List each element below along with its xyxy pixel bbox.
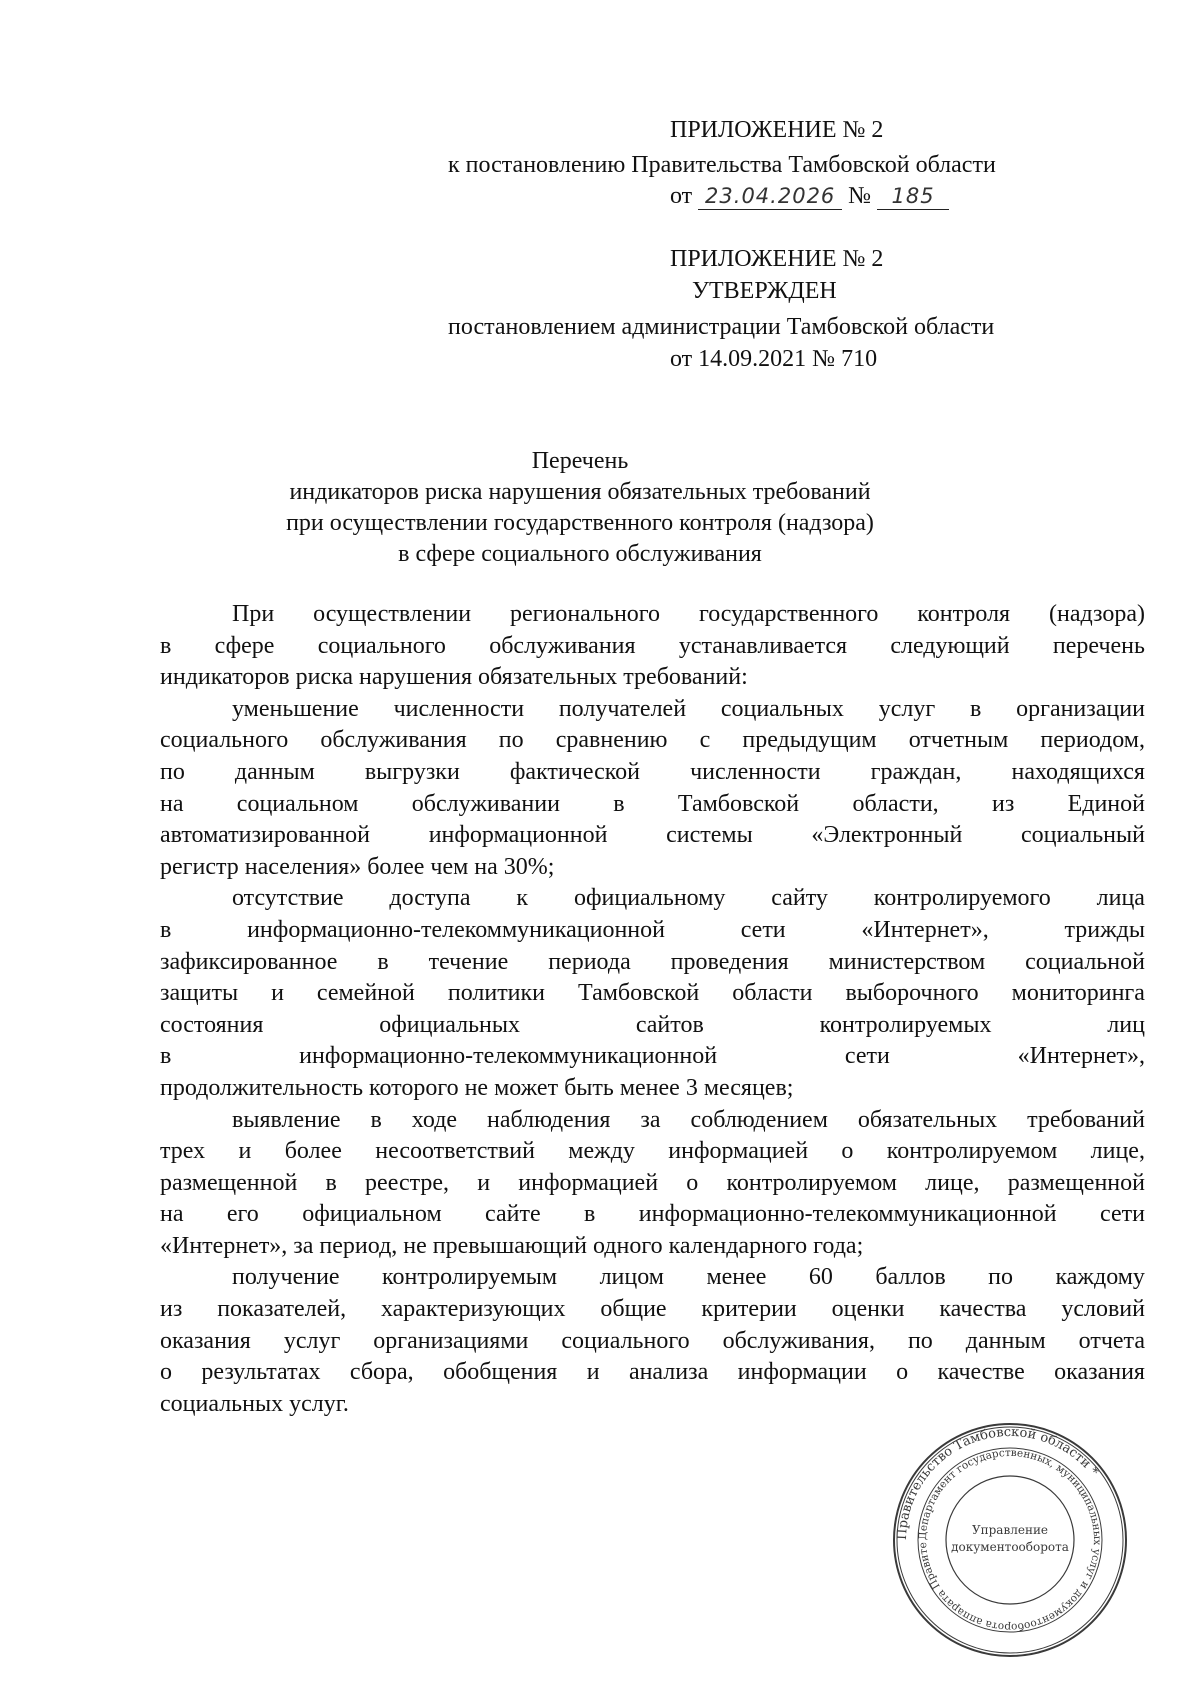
document-body (160, 599, 1145, 1420)
body-line: защиты и семейной политики Тамбовской области выборочного мониторинга (160, 980, 1145, 1007)
body-line: в информационно-телекоммуникационной сети «Интернет», (160, 1043, 1145, 1070)
title-line: в сфере социального обслуживания (398, 541, 762, 567)
seal-graphic (890, 1420, 1130, 1660)
number-sign: № (848, 183, 872, 209)
body-line: индикаторов риска нарушения обязательных требований: (160, 664, 748, 691)
body-line: на социальном обслуживании в Тамбовской области, из Единой (160, 790, 1145, 817)
body-line: уменьшение численности получателей социальных услуг в организации (232, 695, 1145, 722)
resolution-date-line (670, 181, 949, 211)
body-line: по данным выгрузки фактической численности граждан, находящихся (160, 758, 1145, 785)
body-line: При осуществлении регионального государственного контроля (надзора) (232, 601, 1145, 627)
body-line: «Интернет», за период, не превышающий одного календарного года; (160, 1232, 864, 1259)
body-line: получение контролируемым лицом менее 60 баллов по каждому (232, 1264, 1145, 1291)
handwritten-date: 23.04.2026 (698, 183, 842, 210)
seal-middle-text: Департамент государственных, муниципальных услуг и документооборота аппарата Правите (916, 1446, 1104, 1634)
title-line: индикаторов риска нарушения обязательных требований (289, 479, 871, 505)
official-seal (890, 1420, 1130, 1660)
body-line: регистр населения» более чем на 30%; (160, 853, 555, 880)
body-line: социальных услуг. (160, 1390, 349, 1417)
body-line: продолжительность которого не может быть менее 3 месяцев; (160, 1074, 794, 1101)
body-line: оказания услуг организациями социального обслуживания, по данным отчета (160, 1327, 1145, 1354)
body-line: в сфере социального обслуживания устанавливается следующий перечень (160, 632, 1145, 659)
body-line: социального обслуживания по сравнению с предыдущим отчетным периодом, (160, 727, 1145, 754)
body-line: из показателей, характеризующих общие критерии оценки качества условий (160, 1296, 1145, 1323)
document-title (170, 446, 990, 570)
body-line: на его официальном сайте в информационно-телекоммуникационной сети (160, 1201, 1145, 1228)
original-resolution-date: от 14.09.2021 № 710 (670, 346, 878, 372)
approved-heading: УТВЕРЖДЕН (692, 278, 837, 304)
date-prefix: от (670, 183, 693, 209)
body-line: размещенной в реестре, и информацией о контролируемом лице, размещенной (160, 1169, 1145, 1196)
body-line: отсутствие доступа к официальному сайту контролируемого лица (232, 885, 1145, 912)
body-line: о результатах сбора, обобщения и анализа информации о качестве оказания (160, 1359, 1145, 1386)
title-line: при осуществлении государственного контроля (надзора) (286, 510, 874, 536)
seal-outer-text: Правительство Тамбовской области * (894, 1424, 1102, 1541)
body-line: трех и более несоответствий между информацией о контролируемом лице, (160, 1138, 1145, 1165)
body-line: состояния официальных сайтов контролируемых лиц (160, 1011, 1145, 1038)
appendix-heading: ПРИЛОЖЕНИЕ № 2 (670, 117, 884, 143)
seal-center-line-2: документооборота (951, 1540, 1069, 1554)
title-line: Перечень (531, 448, 629, 474)
body-line: зафиксированное в течение периода проведения министерством социальной (160, 948, 1145, 975)
resolution-reference: к постановлению Правительства Тамбовской области (448, 152, 996, 178)
appendix-heading-2: ПРИЛОЖЕНИЕ № 2 (670, 246, 884, 272)
approved-by-resolution: постановлением администрации Тамбовской области (448, 314, 995, 340)
body-line: в информационно-телекоммуникационной сети «Интернет», трижды (160, 916, 1145, 943)
body-line: выявление в ходе наблюдения за соблюдением обязательных требований (232, 1106, 1145, 1133)
body-line: автоматизированной информационной системы «Электронный социальный (160, 822, 1145, 849)
handwritten-number: 185 (877, 183, 949, 210)
seal-center-line-1: Управление (971, 1523, 1049, 1537)
